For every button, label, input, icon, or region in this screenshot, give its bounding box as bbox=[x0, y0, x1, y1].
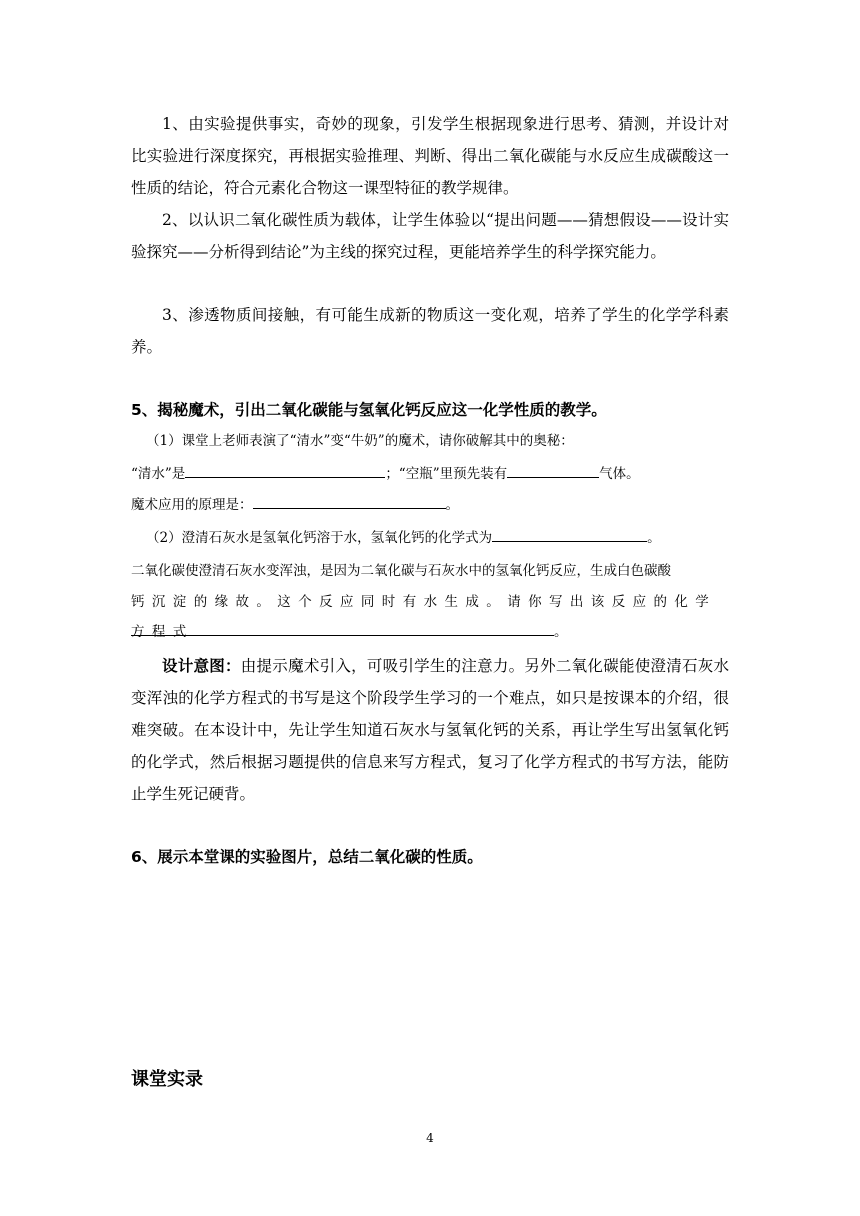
paragraph-design-point-2: 2、以认识二氧化碳性质为载体，让学生体验以“提出问题——猜想假设——设计实验探究——分析得到结论”为主线的探究过程，更能培养学生的科学探究能力。 bbox=[131, 211, 729, 261]
classroom-record-title: 课堂实录 bbox=[131, 1069, 203, 1090]
design-intent-text: 由提示魔术引入，可吸引学生的注意力。另外二氧化碳能使澄清石灰水变浑浊的化学方程式的书写是这个阶段学生学习的一个难点，如只是按课本的介绍，很难突破。在本设计中，先让学生知道石灰水与氢氧化钙的关系，再让学生写出氢氧化钙的化学式，然后根据习题提供的信息来写方程式，复习了化学方程式的书写方法，能防止学生死记硬背。 bbox=[131, 657, 729, 803]
equation-end: 。 bbox=[554, 624, 568, 640]
question-2-line-1 bbox=[131, 523, 729, 553]
question-1-line-3 bbox=[131, 490, 729, 520]
principle-end: 。 bbox=[445, 497, 459, 513]
clear-water-answer-blank[interactable] bbox=[185, 465, 385, 478]
question-2-line-4 bbox=[131, 617, 729, 647]
design-intent-paragraph bbox=[131, 650, 729, 810]
clear-water-label: “清水”是 bbox=[131, 466, 186, 482]
formula-end: 。 bbox=[647, 530, 661, 546]
gas-answer-blank[interactable] bbox=[507, 465, 599, 478]
principle-label: 魔术应用的原理是： bbox=[131, 497, 253, 513]
principle-answer-blank[interactable] bbox=[253, 496, 446, 509]
gas-suffix: 气体。 bbox=[599, 466, 640, 482]
question-2-line-3: 钙沉淀的缘故。这个反应同时有水生成。请你写出该反应的化学方程式 bbox=[131, 594, 717, 640]
paragraph-design-point-1: 1、由实验提供事实，奇妙的现象，引发学生根据现象进行思考、猜测，并设计对比实验进行深度探究，再根据实验推理、判断、得出二氧化碳能与水反应生成碳酸这一性质的结论，符合元素化合物这一课型特征的教学规律。 bbox=[131, 115, 729, 197]
design-intent-label: 设计意图： bbox=[162, 657, 241, 675]
question-1-intro: （1）课堂上老师表演了“清水”变“牛奶”的魔术，请你破解其中的奥秘： bbox=[146, 433, 574, 449]
empty-bottle-label: ；“空瓶”里预先装有 bbox=[385, 466, 508, 482]
question-1-line-2 bbox=[131, 459, 729, 489]
equation-answer-blank[interactable] bbox=[131, 623, 554, 636]
formula-prompt: （2）澄清石灰水是氢氧化钙溶于水，氢氧化钙的化学式为 bbox=[146, 530, 493, 546]
section-5-heading: 5、揭秘魔术，引出二氧化碳能与氢氧化钙反应这一化学性质的教学。 bbox=[131, 401, 607, 419]
section-6-heading: 6、展示本堂课的实验图片，总结二氧化碳的性质。 bbox=[131, 848, 483, 866]
paragraph-design-point-3: 3、渗透物质间接触，有可能生成新的物质这一变化观，培养了学生的化学学科素养。 bbox=[131, 306, 729, 356]
page-number: 4 bbox=[426, 1131, 434, 1145]
formula-answer-blank[interactable] bbox=[492, 529, 647, 542]
question-2-line-2: 二氧化碳使澄清石灰水变浑浊，是因为二氧化碳与石灰水中的氢氧化钙反应，生成白色碳酸 bbox=[131, 563, 671, 579]
